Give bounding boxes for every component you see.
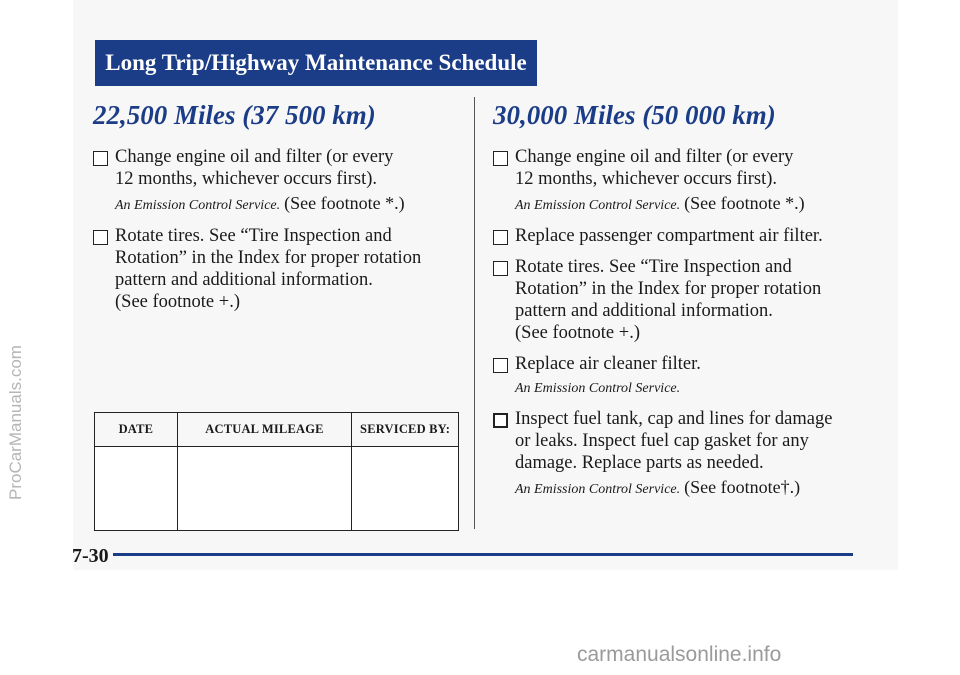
checkbox-icon[interactable] [93, 151, 108, 166]
page-number: 7-30 [72, 545, 109, 567]
mileage-column-header: ACTUAL MILEAGE [177, 413, 351, 447]
item-note [115, 193, 465, 216]
checklist-item [493, 225, 865, 247]
item-text: Replace passenger compartment air filter. [515, 226, 823, 246]
table-header-row [95, 413, 459, 447]
checkbox-icon[interactable] [493, 151, 508, 166]
item-text: Rotate tires. See “Tire Inspection and Rotation” in the Index for proper rotation pattern and additional information. (See footnote +.) [115, 226, 422, 312]
item-text: Replace air cleaner filter. [515, 354, 701, 374]
right-column [493, 98, 865, 509]
emission-note: An Emission Control Service. [515, 482, 681, 497]
checkbox-icon[interactable] [93, 230, 108, 245]
footnote-ref: (See footnote *.) [284, 193, 405, 213]
checklist-item [493, 146, 865, 216]
emission-note: An Emission Control Service. [515, 381, 681, 396]
checkbox-icon[interactable] [493, 358, 508, 373]
page-title: Long Trip/Highway Maintenance Schedule [105, 50, 527, 75]
item-text: Change engine oil and filter (or every 12 months, whichever occurs first). [515, 147, 794, 189]
column-divider [474, 97, 475, 529]
item-text: Change engine oil and filter (or every 12 months, whichever occurs first). [115, 147, 394, 189]
footnote-ref: (See footnote†.) [684, 477, 801, 497]
service-record-table [94, 412, 459, 531]
item-note [515, 378, 865, 399]
item-text: Rotate tires. See “Tire Inspection and Rotation” in the Index for proper rotation pattern and additional information. (See footnote +.) [515, 257, 822, 343]
table-row [95, 447, 459, 531]
checkbox-icon[interactable] [493, 413, 508, 428]
checklist-item [93, 146, 465, 216]
item-note [515, 193, 865, 216]
checklist-item [493, 256, 865, 344]
serviced-by-column-header: SERVICED BY: [352, 413, 459, 447]
left-column [93, 98, 465, 322]
side-watermark-text: ProCarManuals.com [6, 345, 25, 500]
section-heading-22500: 22,500 Miles (37 500 km) [93, 100, 376, 130]
footnote-ref: (See footnote *.) [684, 193, 805, 213]
item-text: Inspect fuel tank, cap and lines for damage or leaks. Inspect fuel cap gasket for any damage. Replace parts as needed. [515, 409, 833, 473]
date-cell[interactable] [95, 447, 178, 531]
side-watermark [4, 220, 28, 500]
date-column-header: DATE [95, 413, 178, 447]
serviced-by-cell[interactable] [352, 447, 459, 531]
checkbox-icon[interactable] [493, 230, 508, 245]
emission-note: An Emission Control Service. [115, 198, 281, 213]
schedule-header-bar [95, 40, 537, 86]
checklist-item [493, 408, 865, 500]
checklist-item [493, 353, 865, 399]
item-note [515, 477, 865, 500]
bottom-watermark: carmanualsonline.info [577, 643, 782, 666]
section-heading-30000: 30,000 Miles (50 000 km) [493, 100, 776, 130]
checkbox-icon[interactable] [493, 261, 508, 276]
emission-note: An Emission Control Service. [515, 198, 681, 213]
footer-rule [113, 553, 853, 556]
mileage-cell[interactable] [177, 447, 351, 531]
checklist-item [93, 225, 465, 313]
